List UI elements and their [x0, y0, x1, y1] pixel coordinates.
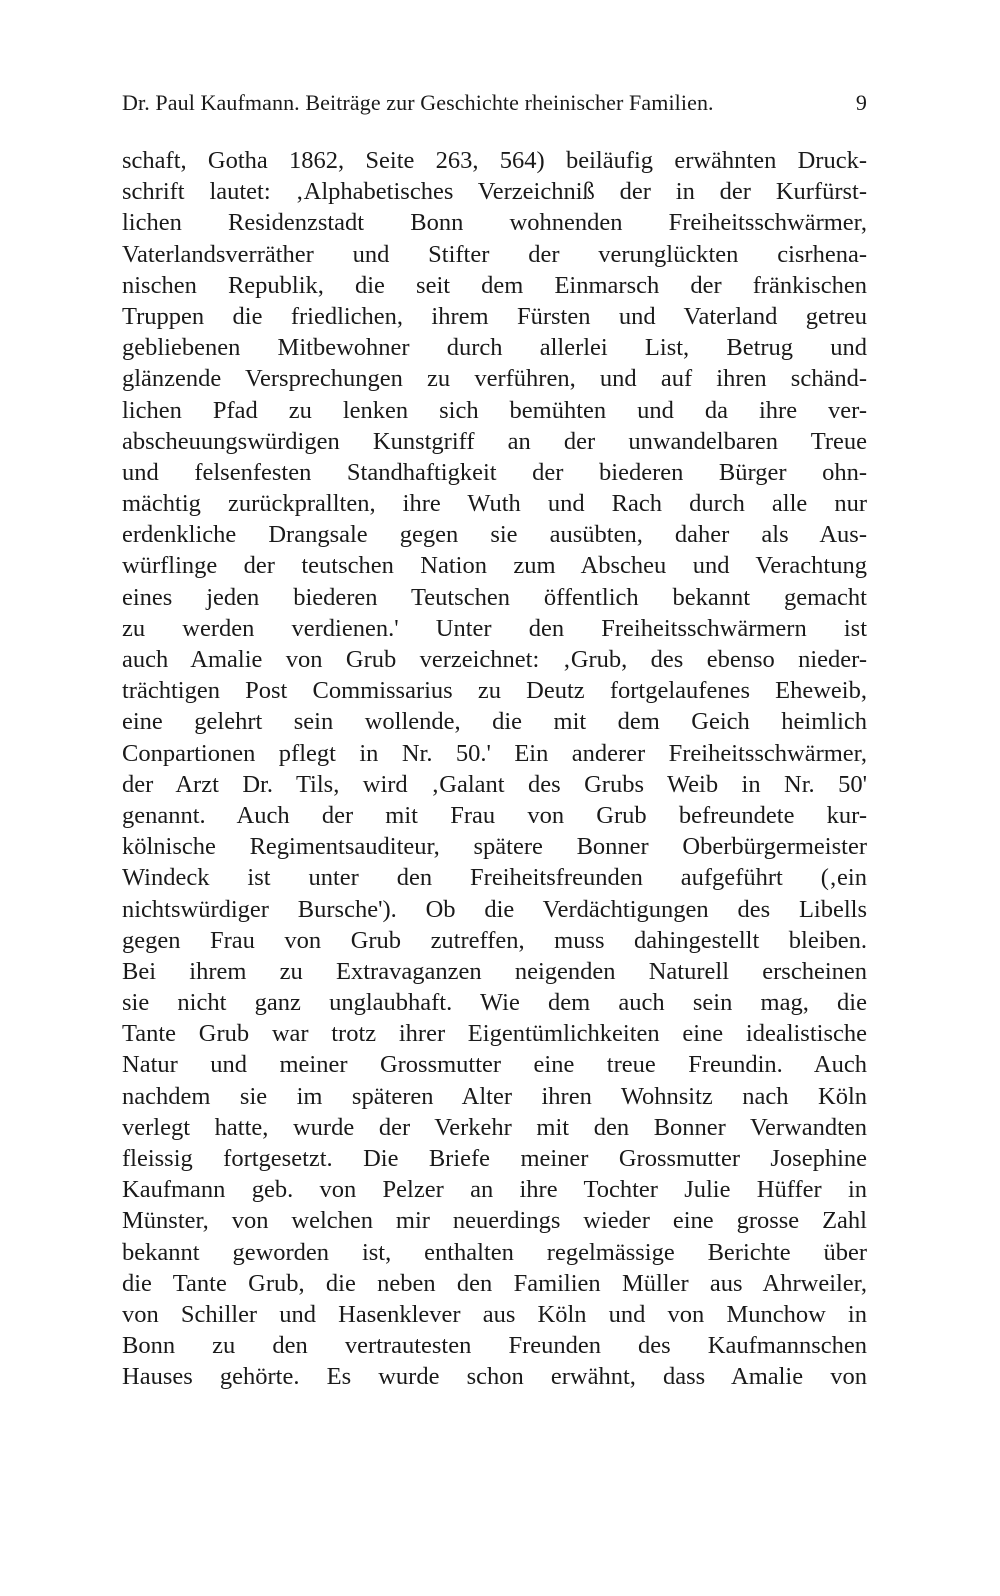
- text-line: Conpartionen pflegt in Nr. 50.' Ein anderer Freiheitsschwärmer,: [122, 739, 867, 767]
- text-line: lichen Pfad zu lenken sich bemühten und da ihre ver-: [122, 396, 867, 424]
- text-line: Truppen die friedlichen, ihrem Fürsten und Vaterland getreu: [122, 302, 867, 330]
- text-line: gegen Frau von Grub zutreffen, muss dahingestellt bleiben.: [122, 926, 867, 954]
- text-line: lichen Residenzstadt Bonn wohnenden Freiheitsschwärmer,: [122, 209, 867, 237]
- text-line: glänzende Versprechungen zu verführen, und auf ihren schänd-: [122, 365, 867, 393]
- text-line: verlegt hatte, wurde der Verkehr mit den Bonner Verwandten: [122, 1113, 867, 1141]
- text-line: bekannt geworden ist, enthalten regelmässige Berichte über: [122, 1238, 867, 1266]
- text-line: kölnische Regimentsauditeur, spätere Bonner Oberbürgermeister: [122, 833, 867, 861]
- text-line: die Tante Grub, die neben den Familien Müller aus Ahrweiler,: [122, 1269, 867, 1297]
- text-line: erdenkliche Drangsale gegen sie ausübten, daher als Aus-: [122, 521, 867, 549]
- text-line: von Schiller und Hasenklever aus Köln und von Munchow in: [122, 1300, 867, 1328]
- body-paragraph: [122, 145, 867, 1393]
- text-line: Bei ihrem zu Extravaganzen neigenden Naturell erscheinen: [122, 957, 867, 985]
- text-line: nischen Republik, die seit dem Einmarsch der fränkischen: [122, 271, 867, 299]
- running-title: Dr. Paul Kaufmann. Beiträge zur Geschichte rheinischer Familien.: [122, 90, 714, 115]
- text-line: mächtig zurückprallten, ihre Wuth und Rach durch alle nur: [122, 490, 867, 518]
- page-number: 9: [855, 90, 867, 115]
- text-line: gebliebenen Mitbewohner durch allerlei List, Betrug und: [122, 334, 867, 362]
- text-line: Vaterlandsverräther und Stifter der verunglückten cisrhena-: [122, 240, 867, 268]
- text-line: Tante Grub war trotz ihrer Eigentümlichkeiten eine idealistische: [122, 1020, 867, 1048]
- text-line: fleissig fortgesetzt. Die Briefe meiner Grossmutter Josephine: [122, 1145, 867, 1172]
- running-head: [122, 88, 867, 118]
- text-line: nichtswürdiger Bursche'). Ob die Verdächtigungen des Libells: [122, 895, 867, 923]
- text-line: eines jeden biederen Teutschen öffentlich bekannt gemacht: [122, 583, 867, 611]
- text-line: Münster, von welchen mir neuerdings wieder eine grosse Zahl: [122, 1207, 867, 1235]
- text-line: Windeck ist unter den Freiheitsfreunden aufgeführt (‚ein: [122, 864, 867, 892]
- text-line: Kaufmann geb. von Pelzer an ihre Tochter Julie Hüffer in: [122, 1176, 867, 1204]
- text-line: trächtigen Post Commissarius zu Deutz fortgelaufenes Eheweib,: [122, 677, 867, 705]
- text-line: Bonn zu den vertrautesten Freunden des Kaufmannschen: [122, 1332, 867, 1360]
- text-line: auch Amalie von Grub verzeichnet: ‚Grub, des ebenso nieder-: [122, 646, 867, 673]
- text-line: und felsenfesten Standhaftigkeit der biederen Bürger ohn-: [122, 458, 867, 486]
- text-line: sie nicht ganz unglaubhaft. Wie dem auch sein mag, die: [122, 989, 867, 1017]
- text-line: schaft, Gotha 1862, Seite 263, 564) beiläufig erwähnten Druck-: [122, 147, 867, 174]
- text-line: der Arzt Dr. Tils, wird ‚Galant des Grubs Weib in Nr. 50': [122, 770, 867, 798]
- text-line: Hauses gehörte. Es wurde schon erwähnt, dass Amalie von: [122, 1363, 867, 1391]
- text-line: Natur und meiner Grossmutter eine treue Freundin. Auch: [122, 1051, 867, 1079]
- text-line: genannt. Auch der mit Frau von Grub befreundete kur-: [122, 801, 867, 829]
- text-line: würflinge der teutschen Nation zum Abscheu und Verachtung: [122, 552, 867, 580]
- text-line: zu werden verdienen.' Unter den Freiheitsschwärmern ist: [122, 614, 867, 642]
- text-line: eine gelehrt sein wollende, die mit dem Geich heimlich: [122, 708, 867, 736]
- text-line: nachdem sie im späteren Alter ihren Wohnsitz nach Köln: [122, 1082, 867, 1110]
- text-line: schrift lautet: ‚Alphabetisches Verzeichniß der in der Kurfürst-: [122, 178, 867, 206]
- text-line: abscheuungswürdigen Kunstgriff an der unwandelbaren Treue: [122, 427, 867, 455]
